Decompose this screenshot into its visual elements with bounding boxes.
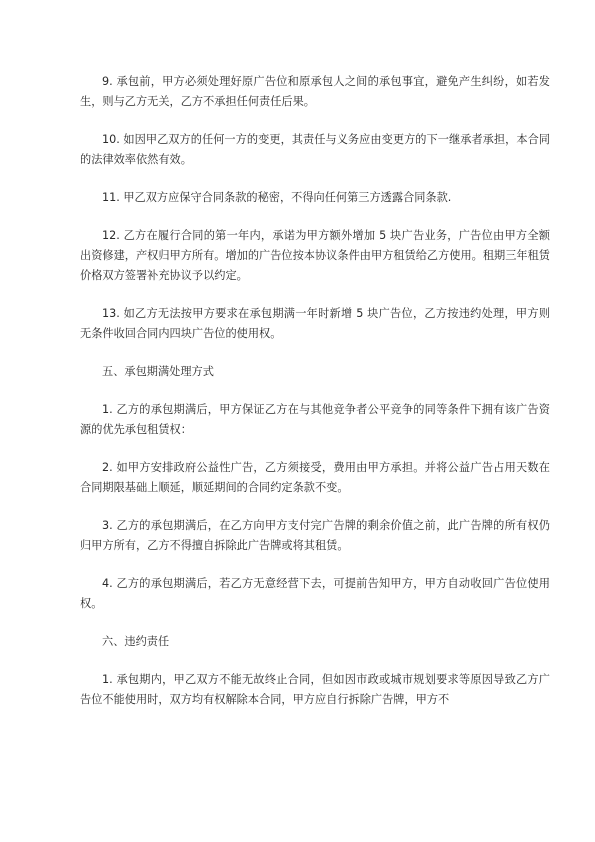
section5-clause-4: 4. 乙方的承包期满后，若乙方无意经营下去，可提前告知甲方，甲方自动收回广告位使用权。 bbox=[80, 577, 550, 610]
document-body bbox=[80, 72, 550, 710]
clause-12: 12. 乙方在履行合同的第一年内，承诺为甲方额外增加 5 块广告业务，广告位由甲方全额出资修建，产权归甲方所有。增加的广告位按本协议条件由甲方租赁给乙方使用。租期三年租赁价格双方签署补充协议予以约定。 bbox=[80, 229, 550, 282]
section5-clause-2: 2. 如甲方安排政府公益性广告，乙方须接受，费用由甲方承担。并将公益广告占用天数在合同期限基础上顺延，顺延期间的合同约定条款不变。 bbox=[80, 461, 550, 494]
section5-clause-1: 1. 乙方的承包期满后，甲方保证乙方在与其他竞争者公平竞争的同等条件下拥有该广告资源的优先承包租赁权： bbox=[80, 403, 550, 436]
section5-clause-3: 3. 乙方的承包期满后，在乙方向甲方支付完广告牌的剩余价值之前，此广告牌的所有权仍归甲方所有，乙方不得擅自拆除此广告牌或将其租赁。 bbox=[80, 519, 550, 552]
section-heading-6: 六、违约责任 bbox=[102, 635, 170, 648]
clause-9: 9. 承包前，甲方必须处理好原广告位和原承包人之间的承包事宜，避免产生纠纷，如若发生，则与乙方无关，乙方不承担任何责任后果。 bbox=[80, 75, 550, 108]
section-heading-5: 五、承包期满处理方式 bbox=[102, 365, 214, 378]
section6-clause-1: 1. 承包期内，甲乙双方不能无故终止合同，但如因市政或城市规划要求等原因导致乙方广告位不能使用时，双方均有权解除本合同，甲方应自行拆除广告牌，甲方不 bbox=[80, 673, 550, 706]
clause-11: 11. 甲乙双方应保守合同条款的秘密，不得向任何第三方透露合同条款. bbox=[102, 191, 452, 204]
clause-10: 10. 如因甲乙双方的任何一方的变更，其责任与义务应由变更方的下一继承者承担，本合同的法律效率依然有效。 bbox=[80, 133, 550, 166]
clause-13: 13. 如乙方无法按甲方要求在承包期满一年时新增 5 块广告位，乙方按违约处理，甲方则无条件收回合同内四块广告位的使用权。 bbox=[80, 307, 550, 340]
